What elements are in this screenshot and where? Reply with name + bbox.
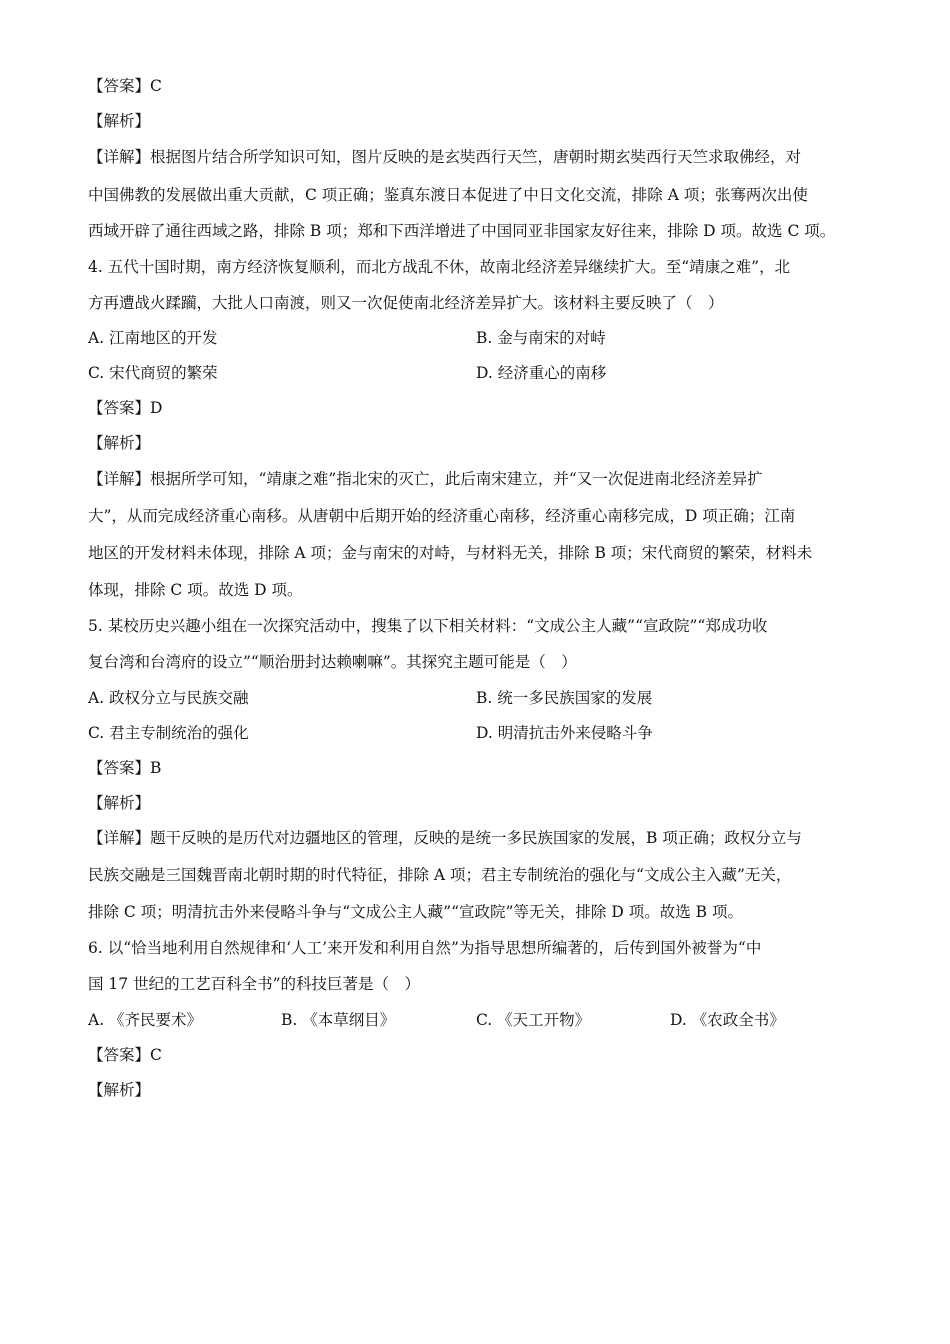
q3-detail-line: 【详解】根据图片结合所学知识可知，图片反映的是玄奘西行天竺，唐朝时期玄奘西行天竺求取佛经，对 — [88, 148, 802, 166]
q6-option-a: A. 《齐民要术》 — [88, 1011, 203, 1029]
q6-stem-line: 国 17 世纪的工艺百科全书”的科技巨著是（ ） — [88, 975, 421, 993]
q3-answer: 【答案】C — [88, 77, 162, 95]
q5-option-c: C. 君主专制统治的强化 — [88, 724, 249, 742]
q5-detail-line: 排除 C 项；明清抗击外来侵略斗争与“文成公主人藏”“宣政院”等无关，排除 D 项。故选 B 项。 — [88, 903, 743, 921]
q4-option-c: C. 宋代商贸的繁荣 — [88, 364, 218, 382]
q6-analysis-label: 【解析】 — [88, 1081, 151, 1099]
q4-stem-line: 方再遭战火蹂躏，大批人口南渡，则又一次促使南北经济差异扩大。该材料主要反映了（ ） — [88, 294, 724, 312]
q4-option-b: B. 金与南宋的对峙 — [476, 329, 606, 347]
q5-option-b: B. 统一多民族国家的发展 — [476, 689, 653, 707]
q4-option-a: A. 江南地区的开发 — [88, 329, 218, 347]
q4-stem-line: 4. 五代十国时期，南方经济恢复顺利，而北方战乱不休，故南北经济差异继续扩大。至“靖康之难”，北 — [88, 258, 791, 276]
q5-answer: 【答案】B — [88, 759, 162, 777]
q4-option-d: D. 经济重心的南移 — [476, 364, 607, 382]
q5-detail-line: 【详解】题干反映的是历代对边疆地区的管理，反映的是统一多民族国家的发展，B 项正确；政权分立与 — [88, 829, 802, 847]
q6-option-c: C. 《天工开物》 — [476, 1011, 591, 1029]
q3-detail-line: 中国佛教的发展做出重大贡献，C 项正确；鉴真东渡日本促进了中日文化交流，排除 A 项；张骞两次出使 — [88, 186, 808, 204]
q5-option-a: A. 政权分立与民族交融 — [88, 689, 249, 707]
q4-detail-line: 大”，从而完成经济重心南移。从唐朝中后期开始的经济重心南移，经济重心南移完成，D 项正确；江南 — [88, 507, 796, 525]
q4-detail-line: 体现，排除 C 项。故选 D 项。 — [88, 581, 303, 599]
q6-answer: 【答案】C — [88, 1046, 162, 1064]
q3-detail-line: 西域开辟了通往西域之路，排除 B 项；郑和下西洋增进了中国同亚非国家友好往来，排除 D 项。故选 C 项。 — [88, 222, 836, 240]
q4-answer: 【答案】D — [88, 399, 163, 417]
q5-stem-line: 复台湾和台湾府的设立”“顺治册封达赖喇嘛”。其探究主题可能是（ ） — [88, 653, 577, 671]
q5-detail-line: 民族交融是三国魏晋南北朝时期的时代特征，排除 A 项；君主专制统治的强化与“文成公主入藏”无关， — [88, 866, 792, 884]
q5-analysis-label: 【解析】 — [88, 794, 151, 812]
q5-stem-line: 5. 某校历史兴趣小组在一次探究活动中，搜集了以下相关材料：“文成公主人藏”“宣政院”“郑成功收 — [88, 617, 768, 635]
q6-stem-line: 6. 以“恰当地利用自然规律和‘人工’来开发和利用自然”为指导思想所编著的，后传到国外被誉为“中 — [88, 939, 762, 957]
q6-option-d: D. 《农政全书》 — [670, 1011, 785, 1029]
q4-detail-line: 地区的开发材料未体现，排除 A 项；金与南宋的对峙，与材料无关，排除 B 项；宋代商贸的繁荣，材料未 — [88, 544, 813, 562]
q3-analysis-label: 【解析】 — [88, 112, 151, 130]
q6-option-b: B. 《本草纲目》 — [281, 1011, 396, 1029]
q5-option-d: D. 明清抗击外来侵略斗争 — [476, 724, 653, 742]
q4-detail-line: 【详解】根据所学可知，“靖康之难”指北宋的灭亡，此后南宋建立，并“又一次促进南北经济差异扩 — [88, 470, 763, 488]
q4-analysis-label: 【解析】 — [88, 434, 151, 452]
